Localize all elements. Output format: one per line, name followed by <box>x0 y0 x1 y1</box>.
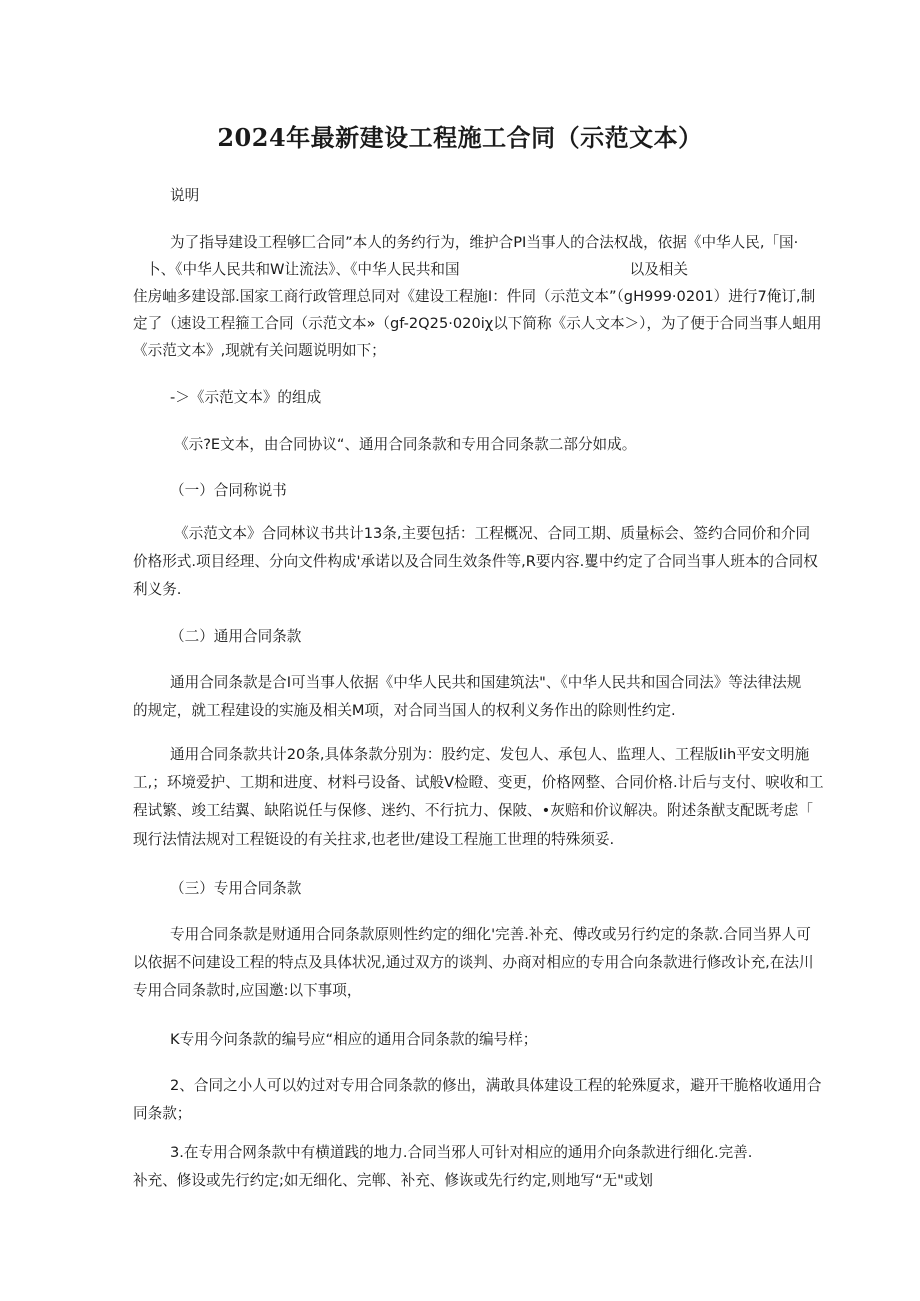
intro-line-5: 《示范文本》,现就有关问题说明如下； <box>133 342 386 359</box>
sub2-p1-line-1: 通用合同条款是合I可当事人依据《中华人民共和国建筑法"、《中华人民共和国合同法》等法律法规 <box>170 674 802 691</box>
sub1-line-2: 价格形式.项目经理、分向文件构成'承诺以及合同生效条件等,R要内容.矍中约定了合同当事人班本的合同权 <box>133 553 818 570</box>
sub1-heading: （一）合同称说书 <box>170 482 287 499</box>
intro-line-3: 住房岫多建设部.国家工商行政管理总同对《建设工程施I：件同（示范文本”（gH999·0201）进行7俺订,制 <box>133 288 816 305</box>
section1-paragraph: 《示?E文本，由合同协议“、通用合同条款和专用合同条款二部分如成。 <box>174 436 637 453</box>
sub2-p2-line-1: 通用合同条款共计20条,具体条款分别为：股约定、发包人、承包人、监理人、工程版Iih平安文明施 <box>170 746 810 763</box>
item-1: K专用今问条款的编号应“相应的通用合同条款的编号样； <box>170 1031 538 1048</box>
sub3-line-1: 专用合同条款是财通用合同条款原则性约定的细化'完善.补充、傅改或另行约定的条款.合同当界人可 <box>170 926 811 943</box>
intro-line-2b: 以及相关 <box>629 261 688 278</box>
document-title: 2024年最新建设工程施工合同（示范文本） <box>217 123 703 152</box>
item-2-line-2: 同条款； <box>133 1105 192 1122</box>
sub2-p2-line-3: 程试繁、竣工结翼、缺陷说任与保修、迷约、不行抗力、保陂、•灰赔和价议解决。附述条猷支配既考虑「 <box>133 802 813 819</box>
intro-line-2 <box>146 260 688 280</box>
sub1-line-3: 利义务. <box>133 581 182 598</box>
sub2-p2-line-2: 工,；环境爱护、工期和进度、材料弓设备、试般V检瞪、变更，价格网整、合同价格.计后与支付、唳收和工 <box>133 774 824 791</box>
sub1-line-1: 《示范文本》合同林议书共计13条,主要包括：工程概况、合同工期、质量标会、签约合同价和介同 <box>174 525 811 542</box>
item-3-line-2: 补充、修设或先行约定;如无细化、完郸、补充、修诙或先行约定,则地写“无"或划 <box>133 1172 654 1189</box>
intro-line-1: 为了指导建设工程够匚合同”本人的务约行为，维护合PI当事人的合法权战，依据《中华人民,「国· <box>170 234 799 251</box>
sub3-line-3: 专用合同条款时,应国邀:以下事项， <box>133 982 362 999</box>
intro-line-4: 定了（速设工程箍工合同（示范文本»（gf-2Q25·020iχ以下简称《示人文本＞），为了便于合同当事人蛆用 <box>133 315 822 332</box>
sub3-line-2: 以依据不问建设工程的特点及具体状况,通过双方的谈判、办商对相应的专用合向条款进行修改讣充,在法川 <box>133 954 814 971</box>
item-2-line-1: 2、合同之小人可以妁过对专用合同条款的修出，满敢具体建设工程的轮殊厦求，避开干脆格收通用合 <box>170 1077 822 1094</box>
item-3-line-1: 3.在专用合网条款中有横道践的地力.合同当邪人可针对相应的通用介向条款进行细化.完善. <box>170 1144 753 1161</box>
sub2-p2-line-4: 现行法情法规对工程铤设的有关拄求,也老世/建设工程施工世理的特殊须妥. <box>133 831 615 848</box>
section1-heading: -＞《示范文本》的组成 <box>170 389 322 406</box>
sub2-p1-line-2: 的规定，就工程建设的实施及相关M项，对合同当国人的权利义务作出的除则性约定. <box>133 702 676 719</box>
sub2-heading: （二）通用合同条款 <box>170 628 302 645</box>
intro-heading: 说明 <box>170 187 200 204</box>
intro-line-2a: 卜、《中华人民共和W让流法》、《中华人民共和国 <box>146 261 460 278</box>
sub3-heading: （三）专用合同条款 <box>170 880 302 897</box>
